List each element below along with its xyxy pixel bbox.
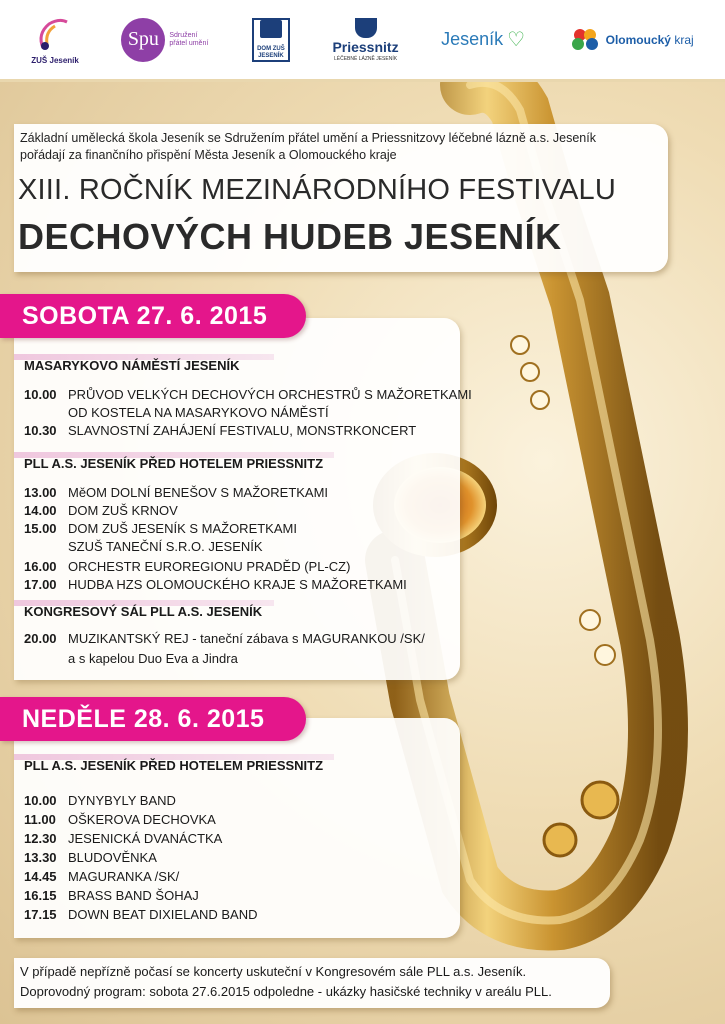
zus-logo	[31, 14, 79, 65]
schedule-row	[24, 849, 157, 867]
act: MěOM DOLNÍ BENEŠOV S MAŽORETKAMI	[68, 485, 329, 500]
saturday-banner: SOBOTA 27. 6. 2015	[0, 294, 306, 338]
schedule-row	[24, 868, 179, 886]
dom-zus-logo	[252, 18, 290, 62]
spu-mark: Spu	[121, 18, 165, 62]
zus-logo-text: ZUŠ Jeseník	[31, 56, 79, 65]
time: 11.00	[24, 812, 56, 827]
jesenik-name: Jeseník	[441, 29, 504, 49]
act: SLAVNOSTNÍ ZAHÁJENÍ FESTIVALU, MONSTRKONCERT	[68, 423, 417, 438]
time: 10.30	[24, 423, 57, 438]
schedule-row	[24, 576, 407, 594]
footer-note-panel	[14, 958, 610, 1008]
venue-heading: KONGRESOVÝ SÁL PLL A.S. JESENÍK	[24, 604, 263, 619]
time: 14.45	[24, 869, 57, 884]
olomoucky-word: Olomoucký	[605, 32, 671, 47]
dom-zus-text: DOM ZUŠ JESENÍK	[257, 45, 285, 59]
act: DOM ZUŠ JESENÍK S MAŽORETKAMI	[68, 521, 297, 536]
schedule-row-cont	[24, 538, 263, 556]
heart-icon: ♡	[507, 29, 526, 51]
schedule-row-cont	[24, 404, 329, 422]
time: 14.00	[24, 503, 57, 518]
spu-logo	[121, 18, 209, 62]
act: ORCHESTR EUROREGIONU PRADĚD (PL-CZ)	[68, 559, 351, 574]
act: DOM ZUŠ KRNOV	[68, 503, 178, 518]
time: 12.30	[24, 831, 57, 846]
act: MUZIKANTSKÝ REJ - taneční zábava s MAGURANKOU /SK/	[68, 631, 425, 646]
act: BLUDOVĚNKA	[68, 850, 157, 865]
intro-line-1: Základní umělecká škola Jeseník se Sdružením přátel umění a Priessnitzovy léčebné lázně a.s. Jeseník	[20, 131, 596, 145]
priessnitz-logo	[332, 18, 398, 62]
time: 17.00	[24, 577, 57, 592]
time: 10.00	[24, 387, 57, 402]
flower-icon	[568, 27, 602, 53]
spu-text: Sdružení přátel umění	[169, 31, 209, 47]
sunday-schedule-panel	[14, 718, 460, 938]
act: MAGURANKA /SK/	[68, 869, 180, 884]
schedule-row	[24, 630, 425, 648]
venue-heading: PLL A.S. JESENÍK PŘED HOTELEM PRIESSNITZ	[24, 456, 324, 471]
schedule-row	[24, 484, 328, 502]
festival-title-line-2: DECHOVÝCH HUDEB JESENÍK	[18, 216, 562, 257]
organizers-intro	[20, 130, 660, 164]
sponsor-logo-bar	[0, 0, 725, 82]
schedule-row	[24, 386, 472, 404]
intro-line-2: pořádají za finančního přispění Města Jeseník a Olomouckého kraje	[20, 148, 397, 162]
dom-zus-emblem-icon	[260, 20, 282, 38]
side-program-note: Doprovodný program: sobota 27.6.2015 odpoledne - ukázky hasičské techniky v areálu PLL.	[20, 984, 552, 999]
schedule-row	[24, 887, 199, 905]
act: JESENICKÁ DVANÁCTKA	[68, 831, 223, 846]
time: 17.15	[24, 907, 57, 922]
time: 13.30	[24, 850, 57, 865]
venue-heading: MASARYKOVO NÁMĚSTÍ JESENÍK	[24, 358, 240, 373]
schedule-row	[24, 792, 176, 810]
act: PRŮVOD VELKÝCH DECHOVÝCH ORCHESTRŮ S MAŽORETKAMI	[68, 387, 472, 402]
schedule-row	[24, 422, 416, 440]
kraj-word: kraj	[674, 32, 694, 47]
olomoucky-kraj-name	[606, 33, 694, 47]
time: 15.00	[24, 521, 57, 536]
schedule-row	[24, 830, 222, 848]
weather-note: V případě nepřízně počasí se koncerty uskuteční v Kongresovém sále PLL a.s. Jeseník.	[20, 964, 527, 979]
schedule-row-cont	[24, 650, 238, 668]
festival-title-line-1: XIII. ROČNÍK MEZINÁRODNÍHO FESTIVALU	[18, 174, 617, 206]
priessnitz-crest-icon	[355, 18, 377, 38]
schedule-row	[24, 520, 297, 538]
act-cont: OD KOSTELA NA MASARYKOVO NÁMĚSTÍ	[68, 405, 329, 420]
act: HUDBA HZS OLOMOUCKÉHO KRAJE S MAŽORETKAMI	[68, 577, 407, 592]
music-note-icon	[35, 14, 75, 52]
act: DYNYBYLY BAND	[68, 793, 176, 808]
saturday-schedule-panel	[14, 318, 472, 680]
act-cont: SZUŠ TANEČNÍ S.R.O. JESENÍK	[68, 539, 263, 554]
venue-heading: PLL A.S. JESENÍK PŘED HOTELEM PRIESSNITZ	[24, 758, 324, 773]
time: 20.00	[24, 631, 57, 646]
sunday-banner: NEDĚLE 28. 6. 2015	[0, 697, 306, 741]
title-panel	[14, 124, 668, 272]
time: 13.00	[24, 485, 57, 500]
schedule-row	[24, 502, 178, 520]
jesenik-logo	[441, 27, 525, 52]
schedule-row	[24, 906, 258, 924]
time: 10.00	[24, 793, 57, 808]
time: 16.15	[24, 888, 57, 903]
act-cont: a s kapelou Duo Eva a Jindra	[68, 651, 238, 666]
schedule-row	[24, 558, 350, 576]
act: OŠKEROVA DECHOVKA	[68, 812, 216, 827]
priessnitz-subtitle: LÉČEBNÉ LÁZNĚ JESENÍK	[333, 55, 398, 62]
act: DOWN BEAT DIXIELAND BAND	[68, 907, 258, 922]
priessnitz-name: Priessnitz	[332, 38, 399, 55]
time: 16.00	[24, 559, 57, 574]
olomoucky-kraj-logo	[568, 27, 694, 53]
schedule-row	[24, 811, 216, 829]
act: BRASS BAND ŠOHAJ	[68, 888, 199, 903]
